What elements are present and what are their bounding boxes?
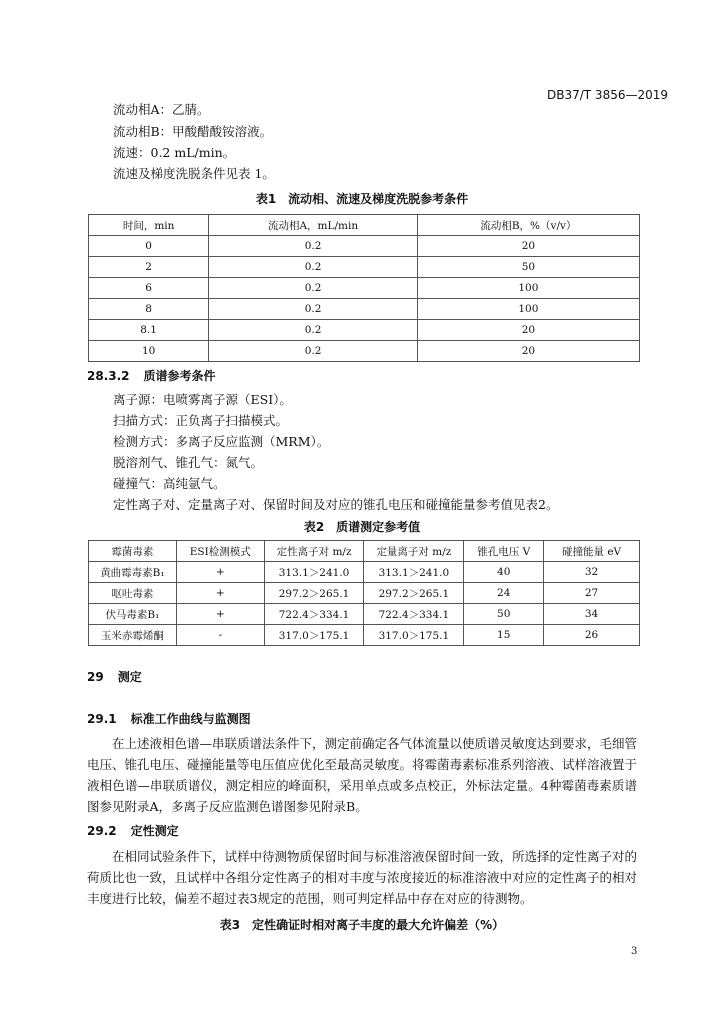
table-row: [89, 562, 640, 583]
section-title: 质谱参考条件: [143, 369, 216, 383]
table-row: [89, 299, 640, 320]
section-title: 定性测定: [130, 824, 179, 838]
section-number: 29.1: [87, 712, 117, 726]
page-number: 3: [631, 946, 638, 957]
table-header-row: [89, 215, 640, 236]
ms-condition-line: 碰撞气：高纯氩气。: [113, 476, 226, 491]
mobile-phase-line: 流速及梯度洗脱条件见表 1。: [113, 166, 275, 181]
table-row: [89, 625, 640, 646]
table1-caption: 表1 流动相、流速及梯度洗脱参考条件: [255, 192, 469, 206]
mobile-phase-line: 流速：0.2 mL/min。: [113, 145, 236, 160]
table-cell: 呕吐毒素: [89, 583, 177, 604]
table-cell: 313.1＞241.0: [364, 562, 464, 583]
table-cell: 0.2: [209, 320, 418, 341]
ms-condition-line: 检测方式：多离子反应监测（MRM）。: [113, 434, 330, 449]
table-cell: 50: [417, 257, 639, 278]
ms-condition-line: 扫描方式：正负离子扫描模式。: [113, 413, 289, 428]
table-cell: 15: [464, 625, 544, 646]
table-header-cell: ESI检测模式: [176, 541, 264, 562]
table-row: [89, 278, 640, 299]
table-cell: 20: [417, 320, 639, 341]
table-cell: 0.2: [209, 236, 418, 257]
table-cell: 2: [89, 257, 209, 278]
ms-condition-line: 离子源：电喷雾离子源（ESI）。: [113, 392, 292, 407]
standard-code: DB37/T 3856—2019: [547, 88, 669, 102]
table-cell: 317.0＞175.1: [364, 625, 464, 646]
section-title: 测定: [117, 670, 142, 684]
table-header-row: [89, 541, 640, 562]
table-cell: 100: [417, 278, 639, 299]
mobile-phase-line: 流动相A：乙腈。: [113, 102, 210, 117]
table-cell: +: [176, 562, 264, 583]
table-cell: 100: [417, 299, 639, 320]
section-heading-28-3-2: [87, 367, 230, 384]
table-row: [89, 583, 640, 604]
table-cell: 50: [464, 604, 544, 625]
table-cell: +: [176, 604, 264, 625]
table-cell: 24: [464, 583, 544, 604]
table-header-cell: 定量离子对 m/z: [364, 541, 464, 562]
table3-caption: 表3 定性确证时相对离子丰度的最大允许偏差（%）: [219, 918, 505, 932]
section-number: 29: [87, 670, 104, 684]
table-row: [89, 341, 640, 362]
table-cell: 0.2: [209, 257, 418, 278]
paragraph-text: 在相同试验条件下，试样中待测物质保留时间与标准溶液保留时间一致，所选择的定性离子对的荷质比也一致，且试样中各组分定性离子的相对丰度与浓度接近的标准溶液中对应的定性离子的相对丰度进行比较，偏差不超过表3规定的范围，则可判定样品中存在对应的待测物。: [87, 849, 638, 906]
table-row: [89, 236, 640, 257]
table-cell: 10: [89, 341, 209, 362]
table-cell: 40: [464, 562, 544, 583]
table-cell: 32: [544, 562, 640, 583]
ms-parameters-table: [88, 540, 640, 646]
table-header-cell: 流动相B，%（v/v）: [417, 215, 639, 236]
table-cell: +: [176, 583, 264, 604]
table-cell: 317.0＞175.1: [264, 625, 364, 646]
table-header-cell: 锥孔电压 V: [464, 541, 544, 562]
table-cell: 722.4＞334.1: [364, 604, 464, 625]
table-cell: 722.4＞334.1: [264, 604, 364, 625]
table-cell: -: [176, 625, 264, 646]
section-heading-29-2: [87, 822, 193, 839]
table-cell: 0.2: [209, 278, 418, 299]
table-row: [89, 257, 640, 278]
table-cell: 8: [89, 299, 209, 320]
table-header-cell: 碰撞能量 eV: [544, 541, 640, 562]
table-cell: 6: [89, 278, 209, 299]
table-cell: 0.2: [209, 341, 418, 362]
ms-condition-line: 定性离子对、定量离子对、保留时间及对应的锥孔电压和碰撞能量参考值见表2。: [113, 497, 559, 512]
table-cell: 0: [89, 236, 209, 257]
table-header-cell: 霉菌毒素: [89, 541, 177, 562]
paragraph-29-1: [87, 733, 637, 817]
section-heading-29-1: [87, 710, 265, 727]
table-cell: 26: [544, 625, 640, 646]
table-cell: 20: [417, 341, 639, 362]
table-cell: 黄曲霉毒素B₁: [89, 562, 177, 583]
table-cell: 8.1: [89, 320, 209, 341]
section-heading-29: [87, 668, 156, 685]
table-cell: 34: [544, 604, 640, 625]
table-row: [89, 320, 640, 341]
paragraph-text: 在上述液相色谱—串联质谱法条件下，测定前确定各气体流量以使质谱灵敏度达到要求，毛细管电压、锥孔电压、碰撞能量等电压值应优化至最高灵敏度。将霉菌毒素标准系列溶液、试样溶液置于液相色谱—串联质谱仪，测定相应的峰面积，采用单点或多点校正，外标法定量。4种霉菌毒素质谱图参见附录A，多离子反应监测色谱图参见附录B。: [87, 736, 638, 814]
table-cell: 0.2: [209, 299, 418, 320]
paragraph-29-2: [87, 846, 637, 909]
table-cell: 27: [544, 583, 640, 604]
section-title: 标准工作曲线与监测图: [130, 712, 251, 726]
section-number: 28.3.2: [87, 369, 130, 383]
table-cell: 20: [417, 236, 639, 257]
mobile-phase-line: 流动相B：甲酸醋酸铵溶液。: [113, 124, 273, 139]
table-header-cell: 时间，min: [89, 215, 209, 236]
table-cell: 297.2＞265.1: [264, 583, 364, 604]
gradient-table: [88, 214, 640, 362]
table-header-cell: 流动相A，mL/min: [209, 215, 418, 236]
table-header-cell: 定性离子对 m/z: [264, 541, 364, 562]
ms-condition-line: 脱溶剂气、锥孔气：氮气。: [113, 455, 264, 470]
table-row: [89, 604, 640, 625]
table-cell: 伏马毒素B₁: [89, 604, 177, 625]
table-cell: 313.1＞241.0: [264, 562, 364, 583]
table-cell: 玉米赤霉烯酮: [89, 625, 177, 646]
section-number: 29.2: [87, 824, 117, 838]
table2-caption: 表2 质谱测定参考值: [303, 520, 421, 534]
table-cell: 297.2＞265.1: [364, 583, 464, 604]
